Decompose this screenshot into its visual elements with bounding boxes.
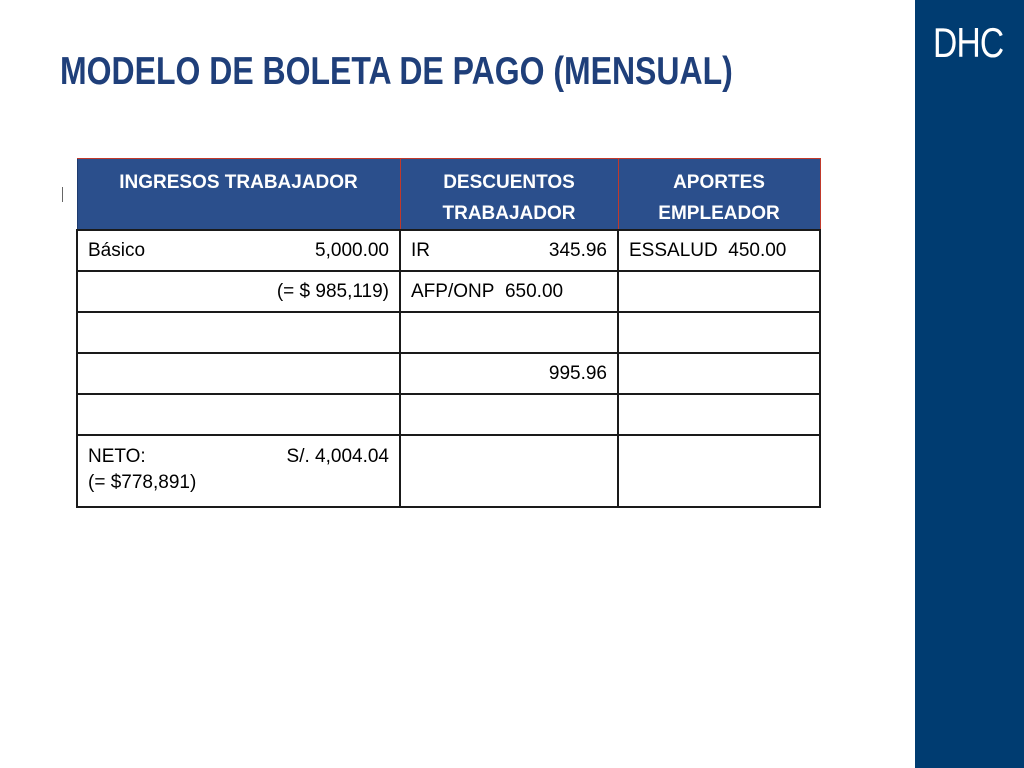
table-row [77, 435, 820, 507]
cell-descuentos [400, 435, 618, 507]
page-title: MODELO DE BOLETA DE PAGO (MENSUAL) [60, 50, 733, 93]
afp-onp-label: AFP/ONP [411, 280, 495, 302]
neto-usd-equivalent: (= $778,891) [88, 472, 197, 493]
payslip-table [76, 158, 821, 508]
table-row [77, 230, 820, 271]
basico-usd-equivalent: (= $ 985,119) [276, 280, 389, 302]
cell-aportes [618, 394, 820, 435]
header-aportes: APORTES EMPLEADOR [618, 159, 820, 231]
header-descuentos: DESCUENTOS TRABAJADOR [400, 159, 618, 231]
table-row [77, 394, 820, 435]
table-row [77, 271, 820, 312]
essalud-value: 450.00 [728, 239, 787, 261]
cell-aportes [618, 435, 820, 507]
ir-value: 345.96 [548, 239, 607, 261]
cell-ingresos [77, 353, 400, 394]
cell-ingresos [77, 394, 400, 435]
cell-descuentos [400, 230, 618, 271]
cell-aportes [618, 312, 820, 353]
cell-aportes [618, 353, 820, 394]
cell-aportes [618, 271, 820, 312]
cell-ingresos [77, 312, 400, 353]
cell-descuentos [400, 271, 618, 312]
header-ingresos: INGRESOS TRABAJADOR [77, 159, 400, 231]
basico-value: 5,000.00 [315, 239, 389, 261]
cell-descuentos [400, 394, 618, 435]
cell-ingresos [77, 230, 400, 271]
afp-onp-value: 650.00 [504, 280, 564, 302]
essalud-label: ESSALUD [629, 239, 718, 261]
cell-aportes [618, 230, 820, 271]
table-header-row [77, 159, 820, 231]
basico-label: Básico [88, 239, 146, 261]
table-row [77, 353, 820, 394]
brand-sidebar [915, 0, 1024, 768]
cell-ingresos [77, 435, 400, 507]
descuentos-total: 995.96 [548, 362, 607, 384]
neto-value: S/. 4,004.04 [286, 446, 389, 467]
dhc-logo: DHC [933, 19, 1004, 66]
cell-descuentos [400, 312, 618, 353]
neto-label: NETO: [88, 446, 146, 467]
ir-label: IR [411, 239, 430, 261]
cell-ingresos [77, 271, 400, 312]
cell-descuentos [400, 353, 618, 394]
table-row [77, 312, 820, 353]
text-cursor-mark [62, 187, 63, 202]
